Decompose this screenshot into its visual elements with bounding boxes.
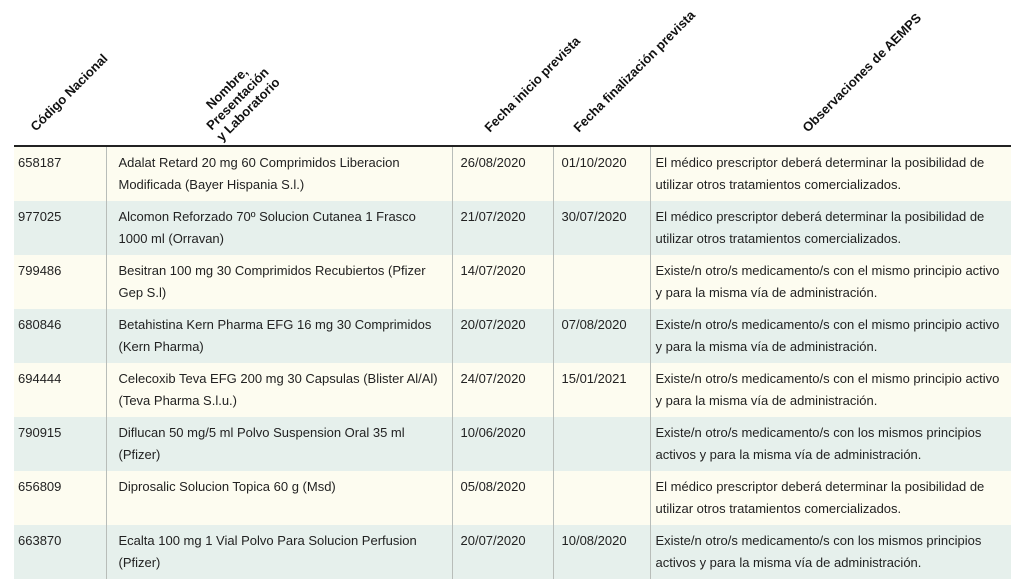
cell-nombre: Diflucan 50 mg/5 ml Polvo Suspension Oral 35 ml (Pfizer) xyxy=(106,417,452,471)
cell-nombre: Diprosalic Solucion Topica 60 g (Msd) xyxy=(106,471,452,525)
table-row xyxy=(14,525,1011,579)
cell-codigo: 977025 xyxy=(14,201,106,255)
cell-observaciones: Existe/n otro/s medicamento/s con el mismo principio activo y para la misma vía de administración. xyxy=(650,363,1011,417)
cell-fecha-inicio: 05/08/2020 xyxy=(452,471,553,525)
cell-nombre: Betahistina Kern Pharma EFG 16 mg 30 Comprimidos (Kern Pharma) xyxy=(106,309,452,363)
cell-nombre: Celecoxib Teva EFG 200 mg 30 Capsulas (Blister Al/Al) (Teva Pharma S.l.u.) xyxy=(106,363,452,417)
cell-observaciones: Existe/n otro/s medicamento/s con los mismos principios activos y para la misma vía de administración. xyxy=(650,417,1011,471)
table-row xyxy=(14,309,1011,363)
table-row xyxy=(14,255,1011,309)
medications-table xyxy=(14,147,1011,579)
cell-fecha-fin: 07/08/2020 xyxy=(553,309,650,363)
cell-nombre: Adalat Retard 20 mg 60 Comprimidos Liberacion Modificada (Bayer Hispania S.l.) xyxy=(106,147,452,201)
cell-fecha-fin xyxy=(553,471,650,525)
cell-nombre: Besitran 100 mg 30 Comprimidos Recubiertos (Pfizer Gep S.l) xyxy=(106,255,452,309)
cell-observaciones: Existe/n otro/s medicamento/s con el mismo principio activo y para la misma vía de administración. xyxy=(650,309,1011,363)
cell-fecha-inicio: 10/06/2020 xyxy=(452,417,553,471)
cell-fecha-inicio: 26/08/2020 xyxy=(452,147,553,201)
cell-observaciones: Existe/n otro/s medicamento/s con los mismos principios activos y para la misma vía de administración. xyxy=(650,525,1011,579)
cell-codigo: 680846 xyxy=(14,309,106,363)
cell-fecha-inicio: 20/07/2020 xyxy=(452,309,553,363)
column-header-nombre: Nombre, Presentación y Laboratorio xyxy=(202,64,283,144)
column-header-observaciones: Observaciones de AEMPS xyxy=(799,10,925,135)
cell-fecha-inicio: 14/07/2020 xyxy=(452,255,553,309)
table-header xyxy=(0,0,1024,146)
cell-fecha-inicio: 20/07/2020 xyxy=(452,525,553,579)
table-row xyxy=(14,201,1011,255)
table-row xyxy=(14,363,1011,417)
cell-observaciones: El médico prescriptor deberá determinar la posibilidad de utilizar otros tratamientos comercializados. xyxy=(650,471,1011,525)
cell-observaciones: El médico prescriptor deberá determinar la posibilidad de utilizar otros tratamientos comercializados. xyxy=(650,201,1011,255)
column-header-fecha-inicio: Fecha inicio prevista xyxy=(481,33,583,136)
cell-observaciones: Existe/n otro/s medicamento/s con el mismo principio activo y para la misma vía de administración. xyxy=(650,255,1011,309)
table-row xyxy=(14,147,1011,201)
cell-fecha-fin: 01/10/2020 xyxy=(553,147,650,201)
cell-nombre: Ecalta 100 mg 1 Vial Polvo Para Solucion Perfusion (Pfizer) xyxy=(106,525,452,579)
cell-fecha-inicio: 24/07/2020 xyxy=(452,363,553,417)
cell-fecha-fin xyxy=(553,255,650,309)
column-header-codigo: Código Nacional xyxy=(27,50,111,134)
cell-nombre: Alcomon Reforzado 70º Solucion Cutanea 1 Frasco 1000 ml (Orravan) xyxy=(106,201,452,255)
cell-fecha-fin xyxy=(553,417,650,471)
cell-codigo: 663870 xyxy=(14,525,106,579)
cell-codigo: 694444 xyxy=(14,363,106,417)
cell-codigo: 790915 xyxy=(14,417,106,471)
cell-observaciones: El médico prescriptor deberá determinar la posibilidad de utilizar otros tratamientos comercializados. xyxy=(650,147,1011,201)
cell-codigo: 658187 xyxy=(14,147,106,201)
table-row xyxy=(14,417,1011,471)
cell-fecha-fin: 10/08/2020 xyxy=(553,525,650,579)
column-header-fecha-fin: Fecha finalización prevista xyxy=(570,7,698,135)
cell-codigo: 799486 xyxy=(14,255,106,309)
cell-fecha-fin: 15/01/2021 xyxy=(553,363,650,417)
table-row xyxy=(14,471,1011,525)
cell-codigo: 656809 xyxy=(14,471,106,525)
cell-fecha-fin: 30/07/2020 xyxy=(553,201,650,255)
cell-fecha-inicio: 21/07/2020 xyxy=(452,201,553,255)
